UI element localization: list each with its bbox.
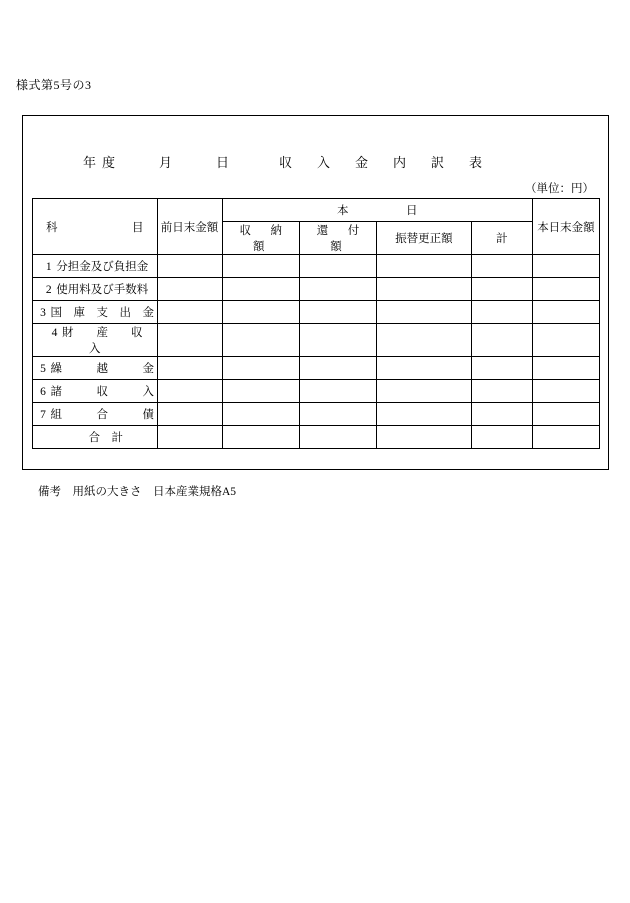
row-label-total: 合 計 [33,426,158,449]
row-label-4 [33,324,166,357]
cell-prev-balance-total[interactable] [157,426,222,449]
table-row [33,403,600,426]
cell-receipt[interactable] [222,357,299,380]
cell-subtotal[interactable] [471,255,532,278]
table-row [33,255,600,278]
cell-receipt-total[interactable] [222,426,299,449]
row-label-2 [33,278,158,301]
row-number-3: 3 [40,307,46,319]
cell-refund[interactable] [299,301,376,324]
row-label-7 [33,403,158,426]
table-header-row-1 [33,199,600,222]
cell-transfer[interactable] [377,380,472,403]
cell-refund[interactable] [299,380,376,403]
cell-transfer[interactable] [377,324,472,357]
cell-prev-balance[interactable] [157,255,222,278]
cell-transfer[interactable] [377,301,472,324]
cell-receipt[interactable] [222,301,299,324]
cell-transfer-total[interactable] [377,426,472,449]
income-breakdown-table [32,198,600,449]
cell-prev-balance[interactable] [157,403,222,426]
cell-today-balance[interactable] [532,301,599,324]
row-number-2: 2 [45,284,52,296]
title-main-text: 収 入 金 内 訳 表 [279,155,489,170]
header-today-balance: 本日末金額 [532,199,599,255]
cell-subtotal[interactable] [471,357,532,380]
table-row [33,301,600,324]
row-label-3 [33,301,158,324]
header-kamoku: 科 目 [33,199,158,255]
cell-subtotal[interactable] [471,301,532,324]
cell-receipt[interactable] [222,324,299,357]
row-name-1: 分担金及び負担金 [56,261,149,273]
cell-refund[interactable] [299,278,376,301]
cell-subtotal[interactable] [471,278,532,301]
cell-receipt[interactable] [222,255,299,278]
row-number-6: 6 [40,386,46,398]
cell-prev-balance[interactable] [157,324,222,357]
row-name-4: 財 産 収 入 [62,327,166,355]
cell-refund[interactable] [299,403,376,426]
table-row [33,380,600,403]
cell-today-balance-total[interactable] [532,426,599,449]
row-name-2: 使用料及び手数料 [56,284,149,296]
cell-refund[interactable] [299,357,376,380]
row-number-1: 1 [45,261,52,273]
row-name-3: 国 庫 支 出 金 [50,307,154,319]
cell-transfer[interactable] [377,278,472,301]
row-name-7: 組 合 債 [50,409,154,421]
row-label-6 [33,380,158,403]
cell-receipt[interactable] [222,403,299,426]
form-number: 様式第5号の3 [16,78,92,92]
header-today-group: 本 日 [222,199,532,222]
form-outer-frame [22,115,609,470]
header-receipt-amount: 収 納 額 [222,222,299,255]
cell-prev-balance[interactable] [157,380,222,403]
table-row [33,278,600,301]
footer-note: 備考 用紙の大きさ 日本産業規格A5 [38,486,237,498]
cell-prev-balance[interactable] [157,301,222,324]
row-number-5: 5 [40,363,46,375]
table-total-row [33,426,600,449]
row-number-4: 4 [51,327,58,339]
cell-prev-balance[interactable] [157,357,222,380]
table-row [33,357,600,380]
cell-refund-total[interactable] [299,426,376,449]
cell-transfer[interactable] [377,403,472,426]
cell-today-balance[interactable] [532,324,599,357]
cell-today-balance[interactable] [532,278,599,301]
cell-subtotal[interactable] [471,324,532,357]
cell-receipt[interactable] [222,380,299,403]
cell-transfer[interactable] [377,255,472,278]
row-label-1 [33,255,158,278]
cell-receipt[interactable] [222,278,299,301]
header-previous-day-balance: 前日末金額 [157,199,222,255]
header-transfer-correction-amount: 振替更正額 [377,222,472,255]
page-title [83,152,488,171]
unit-note: （単位：円） [525,183,594,195]
header-subtotal: 計 [471,222,532,255]
cell-subtotal-total[interactable] [471,426,532,449]
row-label-5 [33,357,158,380]
table-row [33,324,600,357]
cell-prev-balance[interactable] [157,278,222,301]
row-name-6: 諸 収 入 [50,386,154,398]
cell-refund[interactable] [299,255,376,278]
cell-refund[interactable] [299,324,376,357]
cell-today-balance[interactable] [532,403,599,426]
row-name-5: 繰 越 金 [50,363,154,375]
title-date-field: 年度 月 日 [83,155,236,170]
cell-subtotal[interactable] [471,380,532,403]
cell-today-balance[interactable] [532,255,599,278]
cell-subtotal[interactable] [471,403,532,426]
cell-today-balance[interactable] [532,380,599,403]
cell-transfer[interactable] [377,357,472,380]
row-number-7: 7 [40,409,46,421]
cell-today-balance[interactable] [532,357,599,380]
header-refund-amount: 還 付 額 [299,222,376,255]
